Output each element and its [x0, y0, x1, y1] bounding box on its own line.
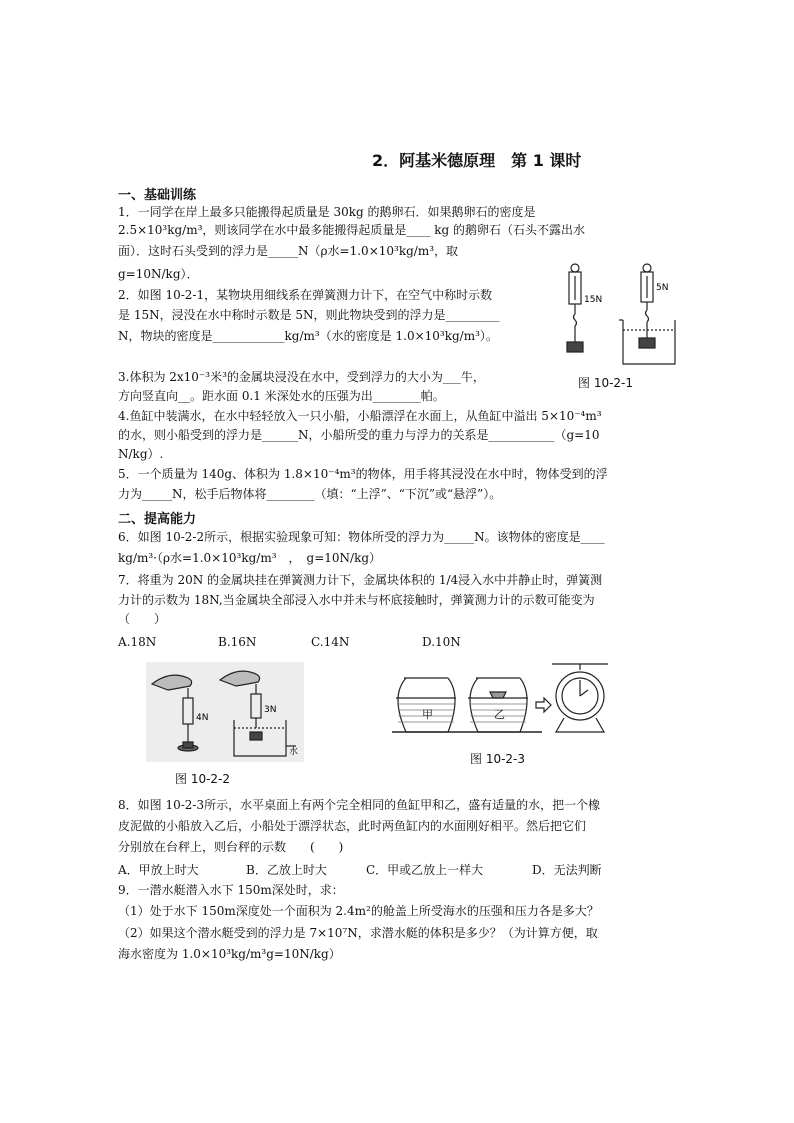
- figure-10-2-1: [555, 262, 685, 367]
- text-line: 力为_____N，松手后物体将________（填：“上浮”、“下沉”或“悬浮”）。: [118, 487, 502, 501]
- text-line: 的水，则小船受到的浮力是______N，小船所受的重力与浮力的关系是___________（g=10: [118, 428, 600, 442]
- figure-10-2-3: [392, 660, 624, 738]
- fig2-label-3n: 3N: [264, 705, 277, 715]
- page-title: 2．阿基米德原理 第 1 课时: [372, 151, 582, 170]
- text-line: 皮泥做的小船放入乙后，小船处于漂浮状态，此时两鱼缸内的水面刚好相平。然后把它们: [118, 819, 587, 833]
- text-line: 2.5×10³kg/m³，则该同学在水中最多能搬得起质量是____ kg 的鹅卵石（石头不露出水: [118, 223, 585, 237]
- fig1-caption: 图 10-2-1: [578, 376, 634, 390]
- text-line: 方向竖直向__。距水面 0.1 米深处水的压强为出________帕。: [118, 389, 445, 403]
- text-line: 是 15N，浸没在水中称时示数是 5N，则此物块受到的浮力是_________: [118, 308, 500, 322]
- text-line: 8．如图 10-2-3所示，水平桌面上有两个完全相同的鱼缸甲和乙，盛有适量的水，把一个橡: [118, 798, 601, 812]
- text-line: 力计的示数为 18N,当金属块全部浸入水中并未与杯底接触时，弹簧测力计的示数可能变为: [118, 593, 595, 607]
- text-line: （ ）: [118, 612, 167, 626]
- fish-tank-yi: [468, 678, 528, 732]
- text-line: 3.体积为 2x10⁻³米³的金属块浸没在水中，受到浮力的大小为___牛，: [118, 370, 485, 384]
- section-heading-advanced: 二、提高能力: [118, 512, 197, 527]
- text-line: 2．如图 10-2-1，某物块用细线系在弹簧测力计下，在空气中称时示数: [118, 288, 493, 302]
- fish-tank-jia: [396, 678, 456, 732]
- spring-scale-in-air: [567, 264, 583, 352]
- text-line: （2）如果这个潜水艇受到的浮力是 7×10⁷N，求潜水艇的体积是多少？（为计算方便，取: [118, 926, 598, 940]
- q7-option-c: C.14N: [311, 635, 350, 649]
- text-line: 5．一个质量为 140g、体积为 1.8×10⁻⁴m³的物体，用手将其浸没在水中时，物体受到的浮: [118, 467, 608, 481]
- fig3-label-jia: 甲: [422, 708, 433, 721]
- text-line: N，物块的密度是____________kg/m³（水的密度是 1.0×10³kg/m³）。: [118, 329, 498, 343]
- arrow-right-icon: [536, 698, 551, 712]
- text-line: （1）处于水下 150m深度处一个面积为 2.4m²的舱盖上所受海水的压强和压力各是多大？: [118, 904, 599, 918]
- text-line: 6．如图 10-2-2所示，根据实验现象可知：物体所受的浮力为_____N。该物体的密度是____: [118, 530, 605, 544]
- q8-option-c: C．甲或乙放上一样大: [366, 863, 484, 877]
- fig2-label-water: 水: [289, 747, 299, 757]
- text-line: 1．一同学在岸上最多只能搬得起质量是 30kg 的鹅卵石．如果鹅卵石的密度是: [118, 205, 536, 219]
- text-line: 7．将重为 20N 的金属块挂在弹簧测力计下，金属块体积的 1/4浸入水中并静止时，弹簧测: [118, 573, 603, 587]
- platform-scale: [552, 664, 608, 732]
- q7-option-d: D.10N: [422, 635, 461, 649]
- text-line: 分别放在台秤上，则台秤的示数 ( ): [118, 840, 344, 854]
- text-line: g=10N/kg）．: [118, 267, 199, 281]
- fig1-label-5n: 5N: [656, 283, 669, 293]
- text-line: kg/m³·（ρ水=1.0×10³kg/m³ ， g=10N/kg）: [118, 551, 382, 565]
- figure-10-2-2: [146, 662, 304, 762]
- q8-option-d: D．无法判断: [532, 863, 602, 877]
- fig3-caption: 图 10-2-3: [470, 752, 526, 766]
- fig3-label-yi: 乙: [494, 708, 505, 721]
- fig2-label-4n: 4N: [196, 713, 209, 723]
- fig2-caption: 图 10-2-2: [175, 772, 231, 786]
- text-line: 海水密度为 1.0×10³kg/m³g=10N/kg）: [118, 947, 341, 961]
- q8-option-a: A．甲放上时大: [118, 863, 199, 877]
- section-heading-basic: 一、基础训练: [118, 188, 197, 203]
- q7-option-b: B.16N: [218, 635, 257, 649]
- q8-option-b: B．乙放上时大: [246, 863, 327, 877]
- spring-scale-in-water: [619, 264, 675, 364]
- text-line: 9．一潜水艇潜入水下 150m深处时，求：: [118, 883, 344, 897]
- text-line: N/kg）.: [118, 447, 164, 461]
- fig1-label-15n: 15N: [584, 295, 603, 305]
- text-line: 面）．这时石头受到的浮力是_____N（ρ水=1.0×10³kg/m³，取: [118, 244, 459, 258]
- text-line: 4.鱼缸中装满水，在水中轻轻放入一只小船，小船漂浮在水面上，从鱼缸中溢出 5×10⁻⁴m³: [118, 409, 602, 423]
- q7-option-a: A.18N: [118, 635, 157, 649]
